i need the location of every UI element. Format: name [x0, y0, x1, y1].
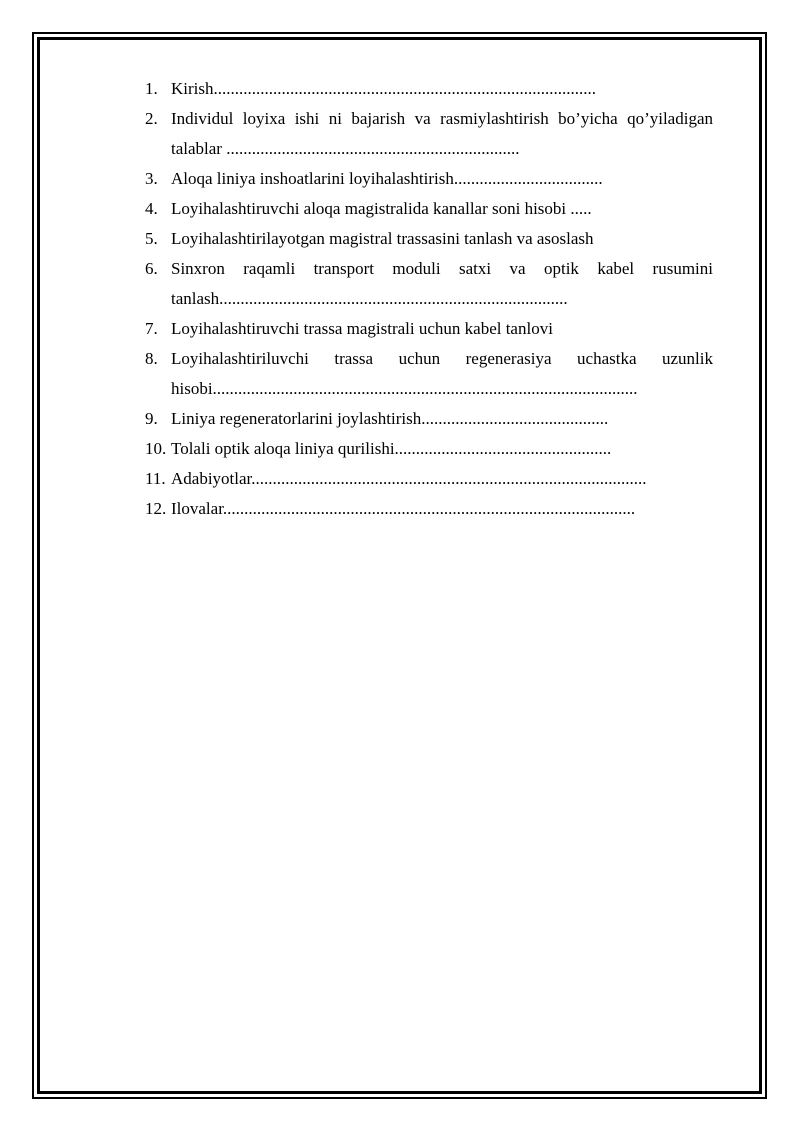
toc-number: 7. — [145, 319, 158, 338]
table-of-contents — [145, 74, 713, 524]
toc-number: 9. — [145, 409, 158, 428]
toc-text: Kirish.......................................................................................... — [171, 79, 596, 98]
toc-number: 11. — [145, 469, 166, 488]
toc-number: 6. — [145, 259, 158, 278]
toc-item-5 — [145, 224, 713, 254]
toc-number: 3. — [145, 169, 158, 188]
toc-number: 4. — [145, 199, 158, 218]
toc-item-12 — [145, 494, 713, 524]
toc-item-4 — [145, 194, 713, 224]
toc-item-1 — [145, 74, 713, 104]
toc-number: 10. — [145, 439, 167, 458]
toc-item-8 — [145, 344, 713, 404]
toc-item-10 — [145, 434, 713, 464]
toc-number: 2. — [145, 109, 158, 128]
toc-text: Sinxron raqamli transport moduli satxi va optik kabel rusumini tanlash.................................................................................. — [171, 259, 713, 308]
toc-number: 5. — [145, 229, 158, 248]
toc-text: Adabiyotlar............................................................................................. — [171, 469, 647, 488]
toc-text: Loyihalashtiriluvchi trassa uchun regenerasiya uchastka uzunlik hisobi.................................................................................................... — [171, 349, 713, 398]
toc-text: Aloqa liniya inshoatlarini loyihalashtirish................................... — [171, 169, 603, 188]
toc-item-2 — [145, 104, 713, 164]
toc-text: Loyihalashtiruvchi aloqa magistralida kanallar soni hisobi ..... — [171, 199, 592, 218]
toc-item-11 — [145, 464, 713, 494]
toc-number: 1. — [145, 79, 158, 98]
toc-number: 12. — [145, 499, 167, 518]
toc-text: Tolali optik aloqa liniya qurilishi................................................... — [171, 439, 612, 458]
toc-text: Liniya regeneratorlarini joylashtirish............................................ — [171, 409, 609, 428]
toc-text: Loyihalashtirilayotgan magistral trassasini tanlash va asoslash — [171, 229, 594, 248]
toc-number: 8. — [145, 349, 158, 368]
toc-text: Loyihalashtiruvchi trassa magistrali uchun kabel tanlovi — [171, 319, 553, 338]
toc-item-3 — [145, 164, 713, 194]
toc-item-7 — [145, 314, 713, 344]
toc-text: Individul loyixa ishi ni bajarish va rasmiylashtirish bo’yicha qo’yiladigan talablar ..................................................................... — [171, 109, 713, 158]
toc-item-9 — [145, 404, 713, 434]
toc-text: Ilovalar................................................................................................. — [171, 499, 636, 518]
toc-item-6 — [145, 254, 713, 314]
